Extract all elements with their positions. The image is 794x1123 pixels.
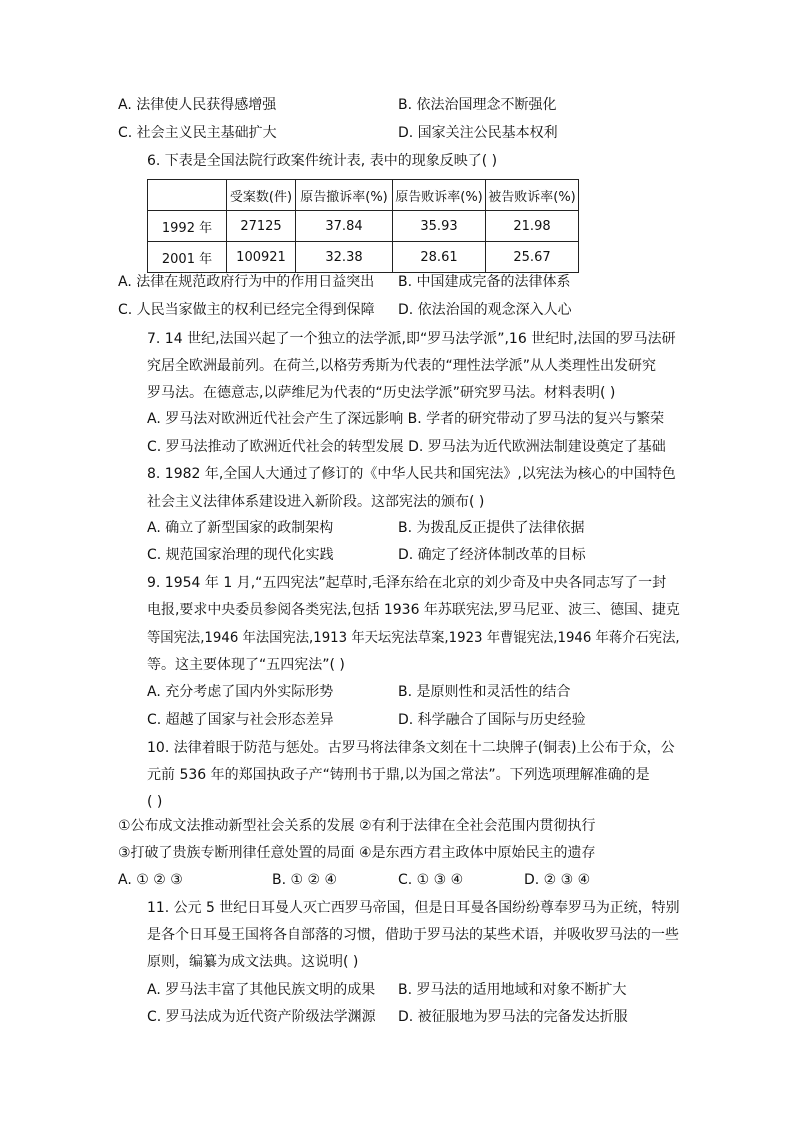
table-header-cell: 被告败诉率(%) — [486, 180, 579, 211]
q9-option-b: B. 是原则性和灵活性的结合 — [398, 684, 571, 700]
q6-option-c: C. 人民当家做主的权利已经完全得到保障 — [118, 302, 375, 318]
q7-stem-line: 7. 14 世纪,法国兴起了一个独立的法学派,即“罗马法学派”,16 世纪时,法国的罗马法研 — [147, 331, 676, 347]
q10-stem-line: 元前 536 年的郑国执政子产“铸刑书于鼎,以为国之常法”。下列选项理解准确的是 — [147, 767, 650, 783]
q10-option-c: C. ① ③ ④ — [398, 872, 464, 888]
q8-option-c: C. 规范国家治理的现代化实践 — [147, 547, 334, 563]
q6-stem: 6. 下表是全国法院行政案件统计表, 表中的现象反映了( ) — [147, 153, 498, 169]
q5-option-c: C. 社会主义民主基础扩大 — [118, 125, 277, 141]
q6-option-a: A. 法律在规范政府行为中的作用日益突出 — [118, 274, 375, 290]
q7-option-a-b: A. 罗马法对欧洲近代社会产生了深远影响 B. 学者的研究带动了罗马法的复兴与繁荣 — [147, 411, 665, 427]
q10-statements-line: ①公布成文法推动新型社会关系的发展 ②有利于法律在全社会范围内贯彻执行 — [118, 818, 596, 834]
q9-stem-line: 9. 1954 年 1 月,“五四宪法”起草时,毛泽东给在北京的刘少奇及中央各同志写了一封 — [147, 575, 667, 591]
q8-option-d: D. 确定了经济体制改革的目标 — [398, 547, 586, 563]
table-header-cell — [148, 180, 227, 211]
q9-option-d: D. 科学融合了国际与历史经验 — [398, 712, 586, 728]
table-header-row — [148, 180, 579, 211]
q10-statements-line: ③打破了贵族专断刑律任意处置的局面 ④是东西方君主政体中原始民主的遗存 — [118, 845, 596, 861]
table-row — [148, 211, 579, 242]
q5-option-b: B. 依法治国理念不断强化 — [398, 97, 557, 113]
table-cell: 100921 — [227, 242, 296, 273]
q5-option-d: D. 国家关注公民基本权利 — [398, 125, 558, 141]
q6-statistics-table — [147, 179, 579, 273]
table-cell: 25.67 — [486, 242, 579, 273]
q8-option-a: A. 确立了新型国家的政制架构 — [147, 520, 334, 536]
q8-stem-line: 社会主义法律体系建设进入新阶段。这部宪法的颁布( ) — [147, 494, 485, 510]
q10-option-a: A. ① ② ③ — [118, 872, 183, 888]
q11-option-b: B. 罗马法的适用地域和对象不断扩大 — [398, 982, 627, 998]
q9-stem-line: 等国宪法,1946 年法国宪法,1913 年天坛宪法草案,1923 年曹锟宪法,1946 年蒋介石宪法, — [147, 630, 680, 646]
table-cell-year: 1992 年 — [148, 211, 227, 242]
q8-stem-line: 8. 1982 年,全国人大通过了修订的《中华人民共和国宪法》,以宪法为核心的中国特色 — [147, 466, 676, 482]
table-cell: 37.84 — [296, 211, 393, 242]
table-cell: 21.98 — [486, 211, 579, 242]
q9-stem-line: 电报,要求中央委员参阅各类宪法,包括 1936 年苏联宪法,罗马尼亚、波三、德国、捷克 — [147, 602, 680, 618]
q11-option-a: A. 罗马法丰富了其他民族文明的成果 — [147, 982, 376, 998]
q11-option-d: D. 被征服地为罗马法的完备发达折服 — [398, 1009, 628, 1025]
q11-stem-line: 是各个日耳曼王国将各自部落的习惯，借助于罗马法的某些术语，并吸收罗马法的一些 — [147, 927, 679, 943]
table-cell: 35.93 — [393, 211, 486, 242]
q10-option-d: D. ② ③ ④ — [524, 872, 591, 888]
q11-stem-line: 原则，编纂为成文法典。这说明( ) — [147, 954, 359, 970]
table-header-cell: 原告撤诉率(%) — [296, 180, 393, 211]
q5-option-a: A. 法律使人民获得感增强 — [118, 97, 277, 113]
table-header-cell: 受案数(件) — [227, 180, 296, 211]
table-header-cell: 原告败诉率(%) — [393, 180, 486, 211]
table-cell: 27125 — [227, 211, 296, 242]
q11-option-c: C. 罗马法成为近代资产阶级法学渊源 — [147, 1009, 376, 1025]
q9-option-a: A. 充分考虑了国内外实际形势 — [147, 684, 334, 700]
q11-stem-line: 11. 公元 5 世纪日耳曼人灭亡西罗马帝国，但是日耳曼各国纷纷尊奉罗马为正统，特别 — [147, 900, 680, 916]
q7-option-c-d: C. 罗马法推动了欧洲近代社会的转型发展 D. 罗马法为近代欧洲法制建设奠定了基础 — [147, 439, 666, 455]
q10-stem-line: 10. 法律着眼于防范与惩处。古罗马将法律条文刻在十二块牌子(铜表)上公布于众，公 — [147, 740, 675, 756]
q10-option-b: B. ① ② ④ — [272, 872, 338, 888]
table-row — [148, 242, 579, 273]
q9-option-c: C. 超越了国家与社会形态差异 — [147, 712, 334, 728]
q6-option-b: B. 中国建成完备的法律体系 — [398, 274, 571, 290]
q7-stem-line: 究居全欧洲最前列。在荷兰,以格劳秀斯为代表的“理性法学派”从人类理性出发研究 — [147, 358, 656, 374]
q6-option-d: D. 依法治国的观念深入人心 — [398, 302, 572, 318]
q8-option-b: B. 为拨乱反正提供了法律依据 — [398, 520, 585, 536]
q9-stem-line: 等。这主要体现了“五四宪法”( ) — [147, 657, 345, 673]
table-cell: 32.38 — [296, 242, 393, 273]
table-cell-year: 2001 年 — [148, 242, 227, 273]
q7-stem-line: 罗马法。在德意志,以萨维尼为代表的“历史法学派”研究罗马法。材料表明( ) — [147, 385, 616, 401]
table-cell: 28.61 — [393, 242, 486, 273]
q10-stem-line: ( ) — [147, 794, 163, 810]
